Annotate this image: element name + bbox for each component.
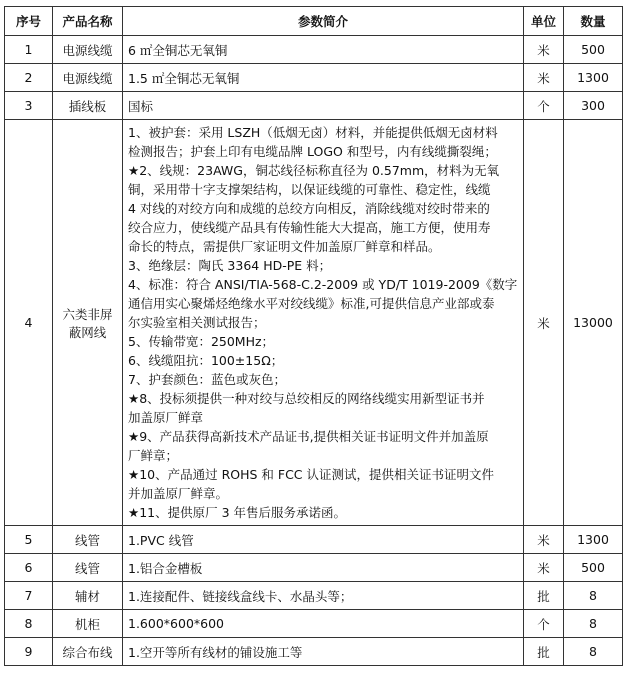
unit: 批 — [524, 638, 564, 666]
parameter-description — [123, 120, 524, 526]
product-name: 电源线缆 — [53, 64, 123, 92]
product-name: 辅材 — [53, 582, 123, 610]
quantity: 1300 — [564, 64, 623, 92]
parameter-description: 1.5 ㎡全铜芯无氧铜 — [123, 64, 524, 92]
row-number: 6 — [5, 554, 53, 582]
product-name: 电源线缆 — [53, 36, 123, 64]
row-number: 8 — [5, 610, 53, 638]
quantity: 8 — [564, 610, 623, 638]
row-number: 9 — [5, 638, 53, 666]
header-unit: 单位 — [524, 7, 564, 36]
row-number: 3 — [5, 92, 53, 120]
product-name: 插线板 — [53, 92, 123, 120]
table-row — [5, 36, 623, 64]
row-number: 4 — [5, 120, 53, 526]
parameter-description: 1.PVC 线管 — [123, 526, 524, 554]
parameter-description: 1.铝合金槽板 — [123, 554, 524, 582]
unit: 米 — [524, 64, 564, 92]
header-name: 产品名称 — [53, 7, 123, 36]
parameter-line: 绞合应力，使线缆产品具有传输性能大大提高，施工方便，使用寿 — [128, 220, 491, 235]
row-number: 1 — [5, 36, 53, 64]
table-row — [5, 120, 623, 526]
quantity: 13000 — [564, 120, 623, 526]
unit: 米 — [524, 526, 564, 554]
parameter-line: ★8、投标须提供一种对绞与总绞相反的网络线缆实用新型证书并 — [128, 391, 485, 406]
table-row — [5, 554, 623, 582]
table-row — [5, 610, 623, 638]
unit: 批 — [524, 582, 564, 610]
unit: 米 — [524, 554, 564, 582]
quantity: 8 — [564, 638, 623, 666]
unit: 个 — [524, 92, 564, 120]
header-params: 参数简介 — [123, 7, 524, 36]
parameter-line: 6、线缆阻抗：100±15Ω； — [128, 353, 284, 368]
parameter-line: ★9、产品获得高新技术产品证书,提供相关证书证明文件并加盖原 — [128, 429, 489, 444]
row-number: 5 — [5, 526, 53, 554]
parameter-description: 1.连接配件、链接线盒线卡、水晶头等； — [123, 582, 524, 610]
unit: 米 — [524, 36, 564, 64]
row-number: 2 — [5, 64, 53, 92]
parameter-line: 4、标准：符合 ANSI/TIA-568-C.2-2009 或 YD/T 1019-2009《数字 — [128, 277, 518, 292]
product-name: 综合布线 — [53, 638, 123, 666]
quantity: 500 — [564, 554, 623, 582]
quantity: 8 — [564, 582, 623, 610]
parameter-line: ★2、线规：23AWG，铜芯线径标称直径为 0.57mm，材料为无氧 — [128, 163, 500, 178]
parameter-line: 尔实验室相关测试报告； — [128, 315, 266, 330]
parameter-line: 检测报告；护套上印有电缆品牌 LOGO 和型号，内有线缆撕裂绳； — [128, 144, 497, 159]
parameter-line: ★11、提供原厂 3 年售后服务承诺函。 — [128, 505, 347, 520]
parameter-line: 7、护套颜色：蓝色或灰色； — [128, 372, 286, 387]
unit: 个 — [524, 610, 564, 638]
table-row — [5, 582, 623, 610]
table-row — [5, 64, 623, 92]
table-row — [5, 526, 623, 554]
header-qty: 数量 — [564, 7, 623, 36]
table-row — [5, 92, 623, 120]
parameter-description: 1.600*600*600 — [123, 610, 524, 638]
parameter-line: 命长的特点，需提供厂家证明文件加盖原厂鲜章和样品。 — [128, 239, 441, 254]
product-name: 线管 — [53, 554, 123, 582]
parameter-line: 1、被护套：采用 LSZH（低烟无卤）材料，并能提供低烟无卤材料 — [128, 125, 498, 140]
quantity: 500 — [564, 36, 623, 64]
quantity: 300 — [564, 92, 623, 120]
parameter-description: 1.空开等所有线材的铺设施工等 — [123, 638, 524, 666]
product-name: 机柜 — [53, 610, 123, 638]
quantity: 1300 — [564, 526, 623, 554]
parameter-line: 5、传输带宽：250MHz； — [128, 334, 275, 349]
parameter-line: 通信用实心聚烯烃绝缘水平对绞线缆》标准,可提供信息产业部或泰 — [128, 296, 495, 311]
parameter-line: 厂鲜章； — [128, 448, 179, 463]
unit: 米 — [524, 120, 564, 526]
row-number: 7 — [5, 582, 53, 610]
parameter-description: 6 ㎡全铜芯无氧铜 — [123, 36, 524, 64]
parameter-line: ★10、产品通过 ROHS 和 FCC 认证测试，提供相关证书证明文件 — [128, 467, 495, 482]
parameter-line: 3、绝缘层：陶氏 3364 HD-PE 料； — [128, 258, 332, 273]
parameter-line: 并加盖原厂鲜章。 — [128, 486, 229, 501]
table-row — [5, 638, 623, 666]
parameter-description: 国标 — [123, 92, 524, 120]
spec-table — [4, 6, 623, 666]
parameter-line: 加盖原厂鲜章 — [128, 410, 204, 425]
header-no: 序号 — [5, 7, 53, 36]
parameter-line: 铜，采用带十字支撑架结构，以保证线缆的可靠性、稳定性，线缆 — [128, 182, 491, 197]
parameter-line: 4 对线的对绞方向和成缆的总绞方向相反，消除线缆对绞时带来的 — [128, 201, 490, 216]
header-row — [5, 7, 623, 36]
product-name: 线管 — [53, 526, 123, 554]
product-name: 六类非屏蔽网线 — [53, 120, 123, 526]
